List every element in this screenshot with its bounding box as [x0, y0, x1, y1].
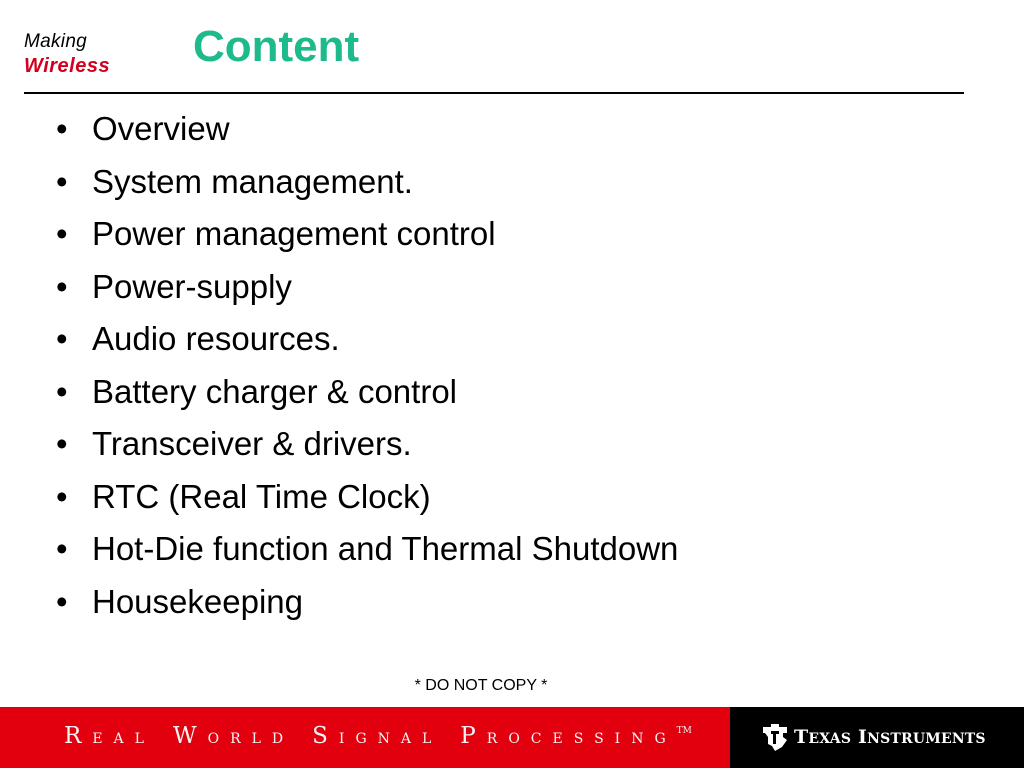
title-divider: [24, 92, 964, 94]
bullet-dot: •: [56, 162, 68, 200]
bullet-dot: •: [56, 267, 68, 305]
bullet-text: System management.: [92, 162, 413, 200]
bullet-item: [56, 418, 678, 471]
bullet-dot: •: [56, 530, 68, 567]
bullet-item: [56, 313, 678, 366]
bullet-dot: •: [56, 372, 68, 410]
logo-making-text: Making: [24, 31, 88, 52]
tagline-word: SIGNAL: [312, 723, 443, 749]
bullet-text: Hot-Die function and Thermal Shutdown: [92, 530, 679, 567]
bullet-item: [56, 576, 678, 629]
footer-company-bar: [730, 707, 1024, 768]
bullet-dot: •: [56, 110, 68, 147]
trademark-mark: TM: [676, 726, 692, 736]
tagline-word: REAL: [64, 723, 155, 749]
bullet-dot: •: [56, 477, 68, 515]
footer-tagline-bar: [0, 707, 730, 768]
bullet-text: Housekeeping: [92, 582, 303, 620]
bullet-item: [56, 103, 678, 156]
bullet-item: [56, 523, 678, 576]
bullet-text: Overview: [92, 110, 230, 147]
footer-tagline: [64, 723, 692, 749]
slide-title: Content: [193, 22, 360, 71]
bullet-text: Audio resources.: [92, 320, 340, 357]
bullet-dot: •: [56, 320, 68, 357]
bullet-text: Transceiver & drivers.: [92, 425, 412, 462]
copy-notice: * DO NOT COPY *: [414, 677, 548, 694]
bullet-dot: •: [56, 425, 68, 462]
bullet-text: Power management control: [92, 215, 496, 252]
tagline-word: PROCESSING: [460, 723, 677, 749]
company-name: TEXAS INSTRUMENTS: [794, 726, 986, 748]
bullet-list: [56, 103, 678, 628]
bullet-text: Battery charger & control: [92, 372, 457, 410]
bullet-item: [56, 261, 678, 314]
logo-wireless-text: Wireless: [24, 55, 111, 77]
bullet-text: RTC (Real Time Clock): [92, 477, 431, 515]
bullet-item: [56, 366, 678, 419]
bullet-dot: •: [56, 215, 68, 252]
tagline-word: WORLD: [172, 723, 295, 749]
bullet-text: Power-supply: [92, 267, 292, 305]
bullet-item: [56, 471, 678, 524]
footer-banner: [0, 707, 1024, 768]
bullet-item: [56, 156, 678, 209]
bullet-item: [56, 208, 678, 261]
bullet-dot: •: [56, 582, 68, 620]
ti-logo-icon: [760, 722, 790, 752]
